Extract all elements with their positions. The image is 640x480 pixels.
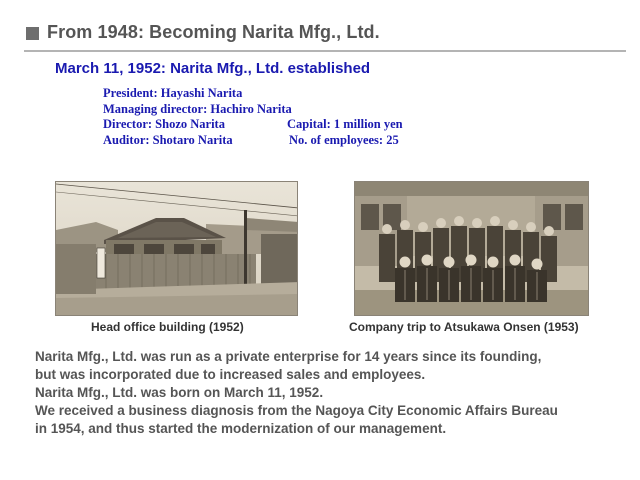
body-line: We received a business diagnosis from the Nagoya City Economic Affairs Bureau xyxy=(35,403,558,418)
head-office-caption: Head office building (1952) xyxy=(91,320,244,334)
director-text: Director: Shozo Narita xyxy=(103,117,225,131)
head-office-photo xyxy=(55,181,298,316)
title-divider xyxy=(24,50,626,52)
employees-text: No. of employees: 25 xyxy=(289,132,399,147)
president-text: President: Hayashi Narita xyxy=(103,86,243,100)
officers-block xyxy=(103,86,443,148)
company-trip-caption: Company trip to Atsukawa Onsen (1953) xyxy=(349,320,579,334)
managing-director-text: Managing director: Hachiro Narita xyxy=(103,101,292,116)
capital-text: Capital: 1 million yen xyxy=(287,117,403,131)
title-bar xyxy=(26,18,380,46)
page-title: From 1948: Becoming Narita Mfg., Ltd. xyxy=(47,21,380,42)
body-line: Narita Mfg., Ltd. was run as a private enterprise for 14 years since its founding, xyxy=(35,349,542,364)
officer-line xyxy=(103,102,443,118)
body-line: but was incorporated due to increased sales and employees. xyxy=(35,367,426,382)
officer-line xyxy=(103,86,443,102)
body-paragraph xyxy=(35,348,625,438)
company-trip-photo xyxy=(354,181,589,316)
officer-line xyxy=(103,133,443,149)
auditor-text: Auditor: Shotaro Narita xyxy=(103,132,233,147)
body-line: Narita Mfg., Ltd. was born on March 11, 1952. xyxy=(35,385,324,400)
establishment-heading: March 11, 1952: Narita Mfg., Ltd. established xyxy=(55,60,371,77)
officer-line xyxy=(103,117,443,133)
square-bullet-icon xyxy=(26,27,39,40)
body-line: in 1954, and thus started the modernization of our management. xyxy=(35,421,447,436)
